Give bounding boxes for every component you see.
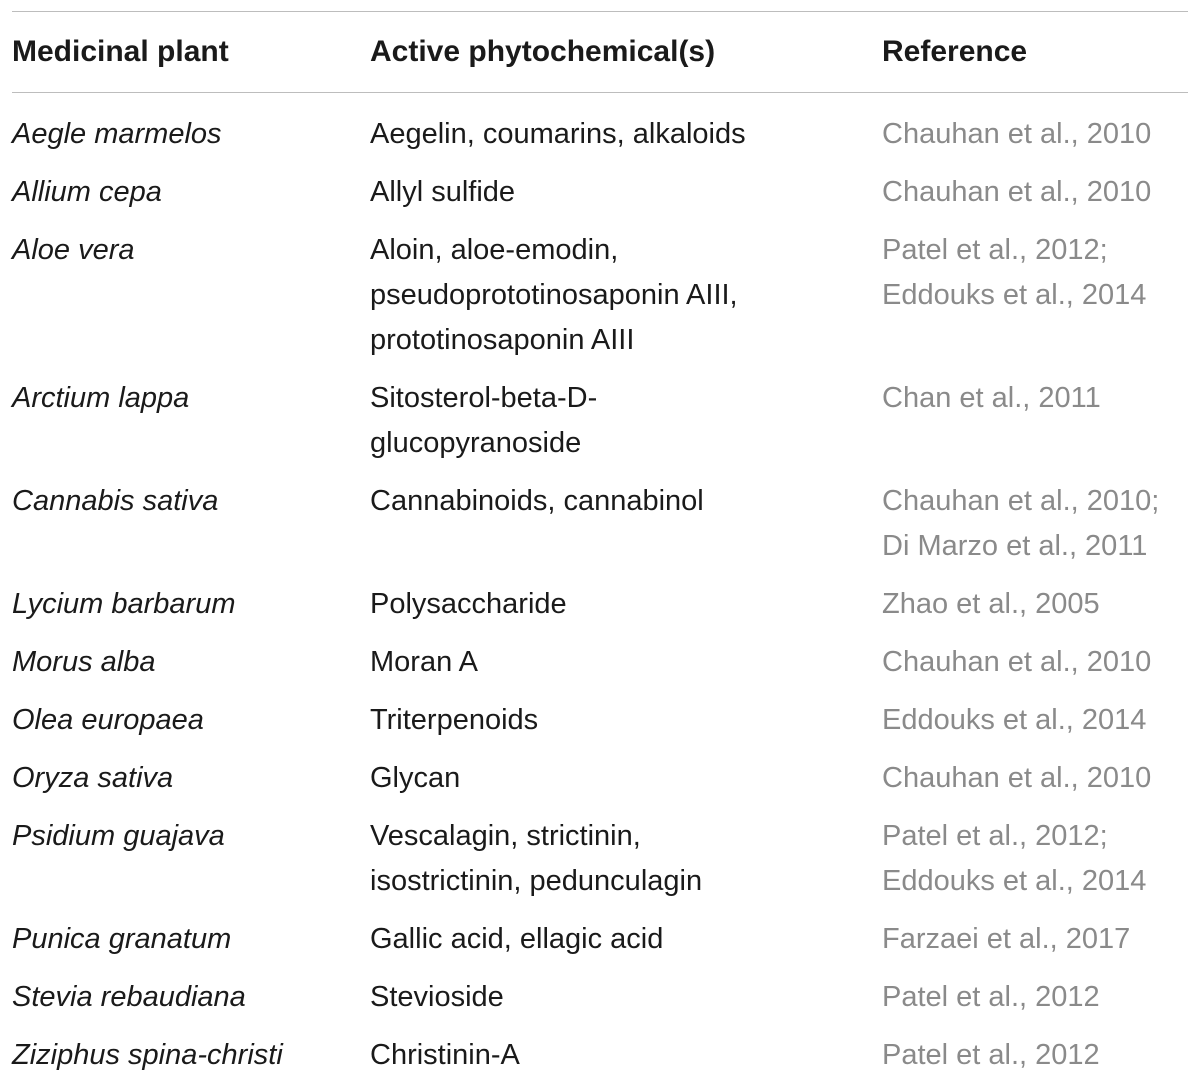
phytochemical-line: glucopyranoside	[370, 427, 582, 459]
phytochemical-line: Vescalagin, strictinin,	[370, 820, 641, 852]
plant-name: Punica granatum	[12, 923, 232, 955]
phytochemical-line: isostrictinin, pedunculagin	[370, 865, 703, 897]
phytochemical-line: Gallic acid, ellagic acid	[370, 923, 664, 955]
table-body	[12, 93, 1188, 1086]
reference-line: Chan et al., 2011	[882, 382, 1101, 414]
reference-line: Eddouks et al., 2014	[882, 704, 1147, 736]
phytochemicals-cell	[370, 582, 882, 627]
reference-cell	[882, 917, 1188, 962]
reference-cell	[882, 640, 1188, 685]
reference-line: Di Marzo et al., 2011	[882, 530, 1148, 562]
table-row	[12, 809, 1188, 912]
phytochemical-line: Aloin, aloe-emodin,	[370, 234, 619, 266]
plant-name: Lycium barbarum	[12, 588, 236, 620]
phytochemicals-cell	[370, 640, 882, 685]
reference-line: Patel et al., 2012;	[882, 820, 1108, 852]
plant-name: Cannabis sativa	[12, 485, 219, 517]
phytochemical-line: Allyl sulfide	[370, 176, 516, 208]
phytochemicals-cell	[370, 698, 882, 743]
phytochemical-line: pseudoprototinosaponin AIII,	[370, 279, 738, 311]
reference-line: Eddouks et al., 2014	[882, 865, 1147, 897]
reference-line: Chauhan et al., 2010	[882, 176, 1152, 208]
phytochemical-line: Moran A	[370, 646, 478, 678]
plant-name: Psidium guajava	[12, 820, 225, 852]
reference-line: Chauhan et al., 2010	[882, 762, 1152, 794]
phytochemical-line: Cannabinoids, cannabinol	[370, 485, 704, 517]
reference-cell	[882, 582, 1188, 627]
phytochemicals-cell	[370, 376, 882, 466]
phytochemicals-cell	[370, 975, 882, 1020]
phytochemicals-table	[12, 0, 1188, 1086]
phytochemicals-cell	[370, 228, 882, 363]
reference-line: Zhao et al., 2005	[882, 588, 1100, 620]
stereo-prefix: D-	[566, 382, 598, 414]
phytochemicals-cell	[370, 1033, 882, 1078]
phytochemical-line: prototinosaponin AIII	[370, 324, 635, 356]
phytochemical-line	[370, 376, 882, 421]
reference-line: Patel et al., 2012	[882, 1039, 1100, 1071]
plant-name: Aloe vera	[12, 234, 135, 266]
header-plant: Medicinal plant	[12, 35, 229, 68]
reference-cell	[882, 376, 1188, 421]
plant-name: Oryza sativa	[12, 762, 174, 794]
reference-cell	[882, 228, 1188, 318]
header-reference: Reference	[882, 35, 1028, 68]
phytochemicals-cell	[370, 112, 882, 157]
reference-cell	[882, 756, 1188, 801]
table-header-row	[12, 12, 1188, 92]
reference-line: Chauhan et al., 2010;	[882, 485, 1160, 517]
phytochemicals-cell	[370, 170, 882, 215]
reference-cell	[882, 170, 1188, 215]
reference-cell	[882, 814, 1188, 904]
table-row	[12, 693, 1188, 751]
phytochemicals-cell	[370, 814, 882, 904]
plant-name: Ziziphus spina-christi	[12, 1039, 283, 1071]
reference-cell	[882, 112, 1188, 157]
phytochemical-line: Polysaccharide	[370, 588, 567, 620]
phytochemicals-cell	[370, 917, 882, 962]
table-row	[12, 751, 1188, 809]
plant-name: Arctium lappa	[12, 382, 190, 414]
table-row	[12, 371, 1188, 474]
table-row	[12, 970, 1188, 1028]
reference-line: Farzaei et al., 2017	[882, 923, 1131, 955]
reference-cell	[882, 698, 1188, 743]
table-row	[12, 107, 1188, 165]
phytochemical-line: Aegelin, coumarins, alkaloids	[370, 118, 746, 150]
reference-cell	[882, 975, 1188, 1020]
phytochemical-line: Stevioside	[370, 981, 504, 1013]
phytochemical-line: Triterpenoids	[370, 704, 539, 736]
phytochemicals-cell	[370, 756, 882, 801]
table-row	[12, 635, 1188, 693]
plant-name: Stevia rebaudiana	[12, 981, 246, 1013]
reference-line: Chauhan et al., 2010	[882, 646, 1152, 678]
header-phytochemicals: Active phytochemical(s)	[370, 35, 716, 68]
phytochemicals-cell	[370, 479, 882, 524]
phytochemical-line: Glycan	[370, 762, 461, 794]
plant-name: Olea europaea	[12, 704, 204, 736]
table-row	[12, 577, 1188, 635]
reference-line: Patel et al., 2012	[882, 981, 1100, 1013]
phytochemical-text: Sitosterol-beta-	[370, 382, 567, 414]
reference-line: Patel et al., 2012;	[882, 234, 1108, 266]
reference-line: Eddouks et al., 2014	[882, 279, 1147, 311]
plant-name: Allium cepa	[12, 176, 162, 208]
plant-name: Morus alba	[12, 646, 156, 678]
reference-cell	[882, 479, 1188, 569]
reference-line: Chauhan et al., 2010	[882, 118, 1152, 150]
table-row	[12, 165, 1188, 223]
phytochemical-line: Christinin-A	[370, 1039, 520, 1071]
table-row	[12, 223, 1188, 371]
reference-cell	[882, 1033, 1188, 1078]
table-row	[12, 474, 1188, 577]
table-row	[12, 912, 1188, 970]
plant-name: Aegle marmelos	[12, 118, 222, 150]
